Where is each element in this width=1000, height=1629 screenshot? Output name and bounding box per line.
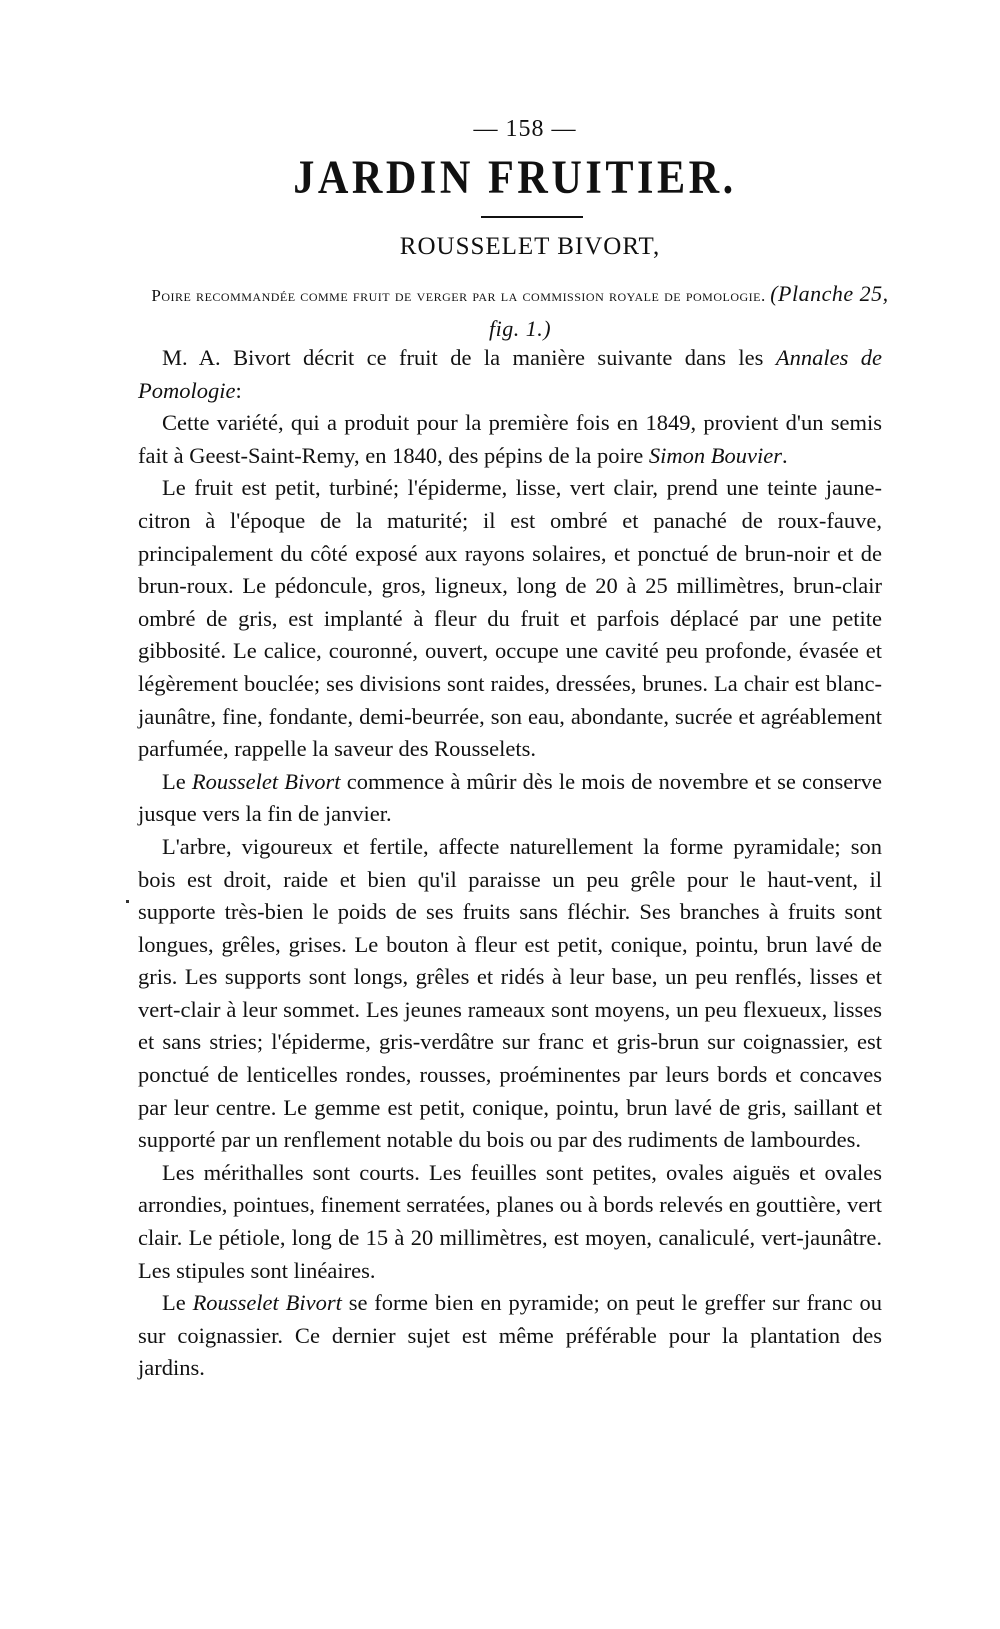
italic-run: Rousselet Bivort [192,1290,342,1316]
text-run: Le [162,1290,193,1316]
paragraph-leaves: Les mérithalles sont courts. Les feuilles sont petites, ovales aiguës et ovales arrondies, pointues, finement serratées, planes ou à bords relevés en gouttière, vert clair. Le pétiole, long de 15 à 20 millimètres, est moyen, canaliculé, vert-jaunâtre. Les stipules sont linéaires. [138,1159,882,1283]
paragraph-fruit: Le fruit est petit, turbiné; l'épiderme, lisse, vert clair, prend une teinte jaune-citron à l'époque de la maturité; il est ombré et panaché de roux-fauve, principalement du côté exposé aux rayons solaires, et ponctué de brun-noir et de brun-roux. Le pédoncule, gros, ligneux, long de 20 à 25 millimètres, brun-clair ombré de gris, est implanté à fleur du fruit et parfois déplacé par une petite gibbosité. Le calice, couronné, ouvert, occupe une cavité peu profonde, évasée et légèrement bouclée; ses divisions sont raides, dressées, brunes. La chair est blanc-jaunâtre, fine, fondante, demi-beurrée, son eau, abondante, sucrée et agréablement parfumée, rappelle la saveur des Rousselets. [138,475,882,762]
text-run: : [235,377,242,403]
headnote [140,278,900,348]
italic-run: Rousselet Bivort [191,768,341,794]
text-run: Cette variété, qui a produit pour la première fois en 1849, provient d'un semis fait à Geest-Saint-Remy, en 1840, des pépins de la poire [138,410,882,468]
text-run: . [782,442,788,468]
article-title: ROUSSELET BIVORT, [399,233,661,260]
text-run: M. A. Bivort décrit ce fruit de la manière suivante dans les [162,345,776,370]
paragraph-origin [138,407,882,472]
paragraph-intro [138,342,882,407]
headnote-text: Poire recommandée comme fruit de verger par la commission royale de pomologie. [151,286,766,305]
text-run: Le [162,768,192,794]
paragraph-ripening [138,766,882,831]
section-title: JARDIN FRUITIER. [293,151,737,204]
scan-speck [126,900,129,903]
italic-run: Simon Bouvier [648,442,783,468]
plate-reference: (Planche 25, fig. 1.) [488,281,889,341]
text-run: commence à mûrir dès le mois de novembre et se conserve jusque vers la fin de janvier. [138,768,882,827]
paragraph-tree: L'arbre, vigoureux et fertile, affecte naturellement la forme pyramidale; son bois est droit, raide et bien qu'il paraisse un peu grêle pour le haut-vent, il supporte très-bien le poids de ses fruits sans fléchir. Ses branches à fruits sont longues, grêles, grises. Le bouton à fleur est petit, conique, pointu, brun lavé de gris. Les supports sont longs, grêles et ridés à leur base, un peu renflés, lisses et vert-clair à leur sommet. Les jeunes rameaux sont moyens, un peu flexueux, lisses et sans stries; l'épiderme, gris-verdâtre sur franc et gris-brun sur coignassier, est ponctué de lenticelles rondes, rousses, proéminentes par leurs bords et concaves par leur centre. Le gemme est petit, conique, pointu, brun lavé de gris, saillant et supporté par un renflement notable du bois ou par des rudiments de lambourdes. [138,833,882,1153]
title-divider [481,216,583,218]
italic-run: Annales de Pomologie [138,345,883,403]
paragraph-culture [138,1287,882,1385]
body-text [138,342,882,1385]
text-run: se forme bien en pyramide; on peut le greffer sur franc ou sur coignassier. Ce dernier sujet est même préférable pour la plantation des jardins. [138,1290,882,1381]
page-number: — 158 — [473,116,577,142]
